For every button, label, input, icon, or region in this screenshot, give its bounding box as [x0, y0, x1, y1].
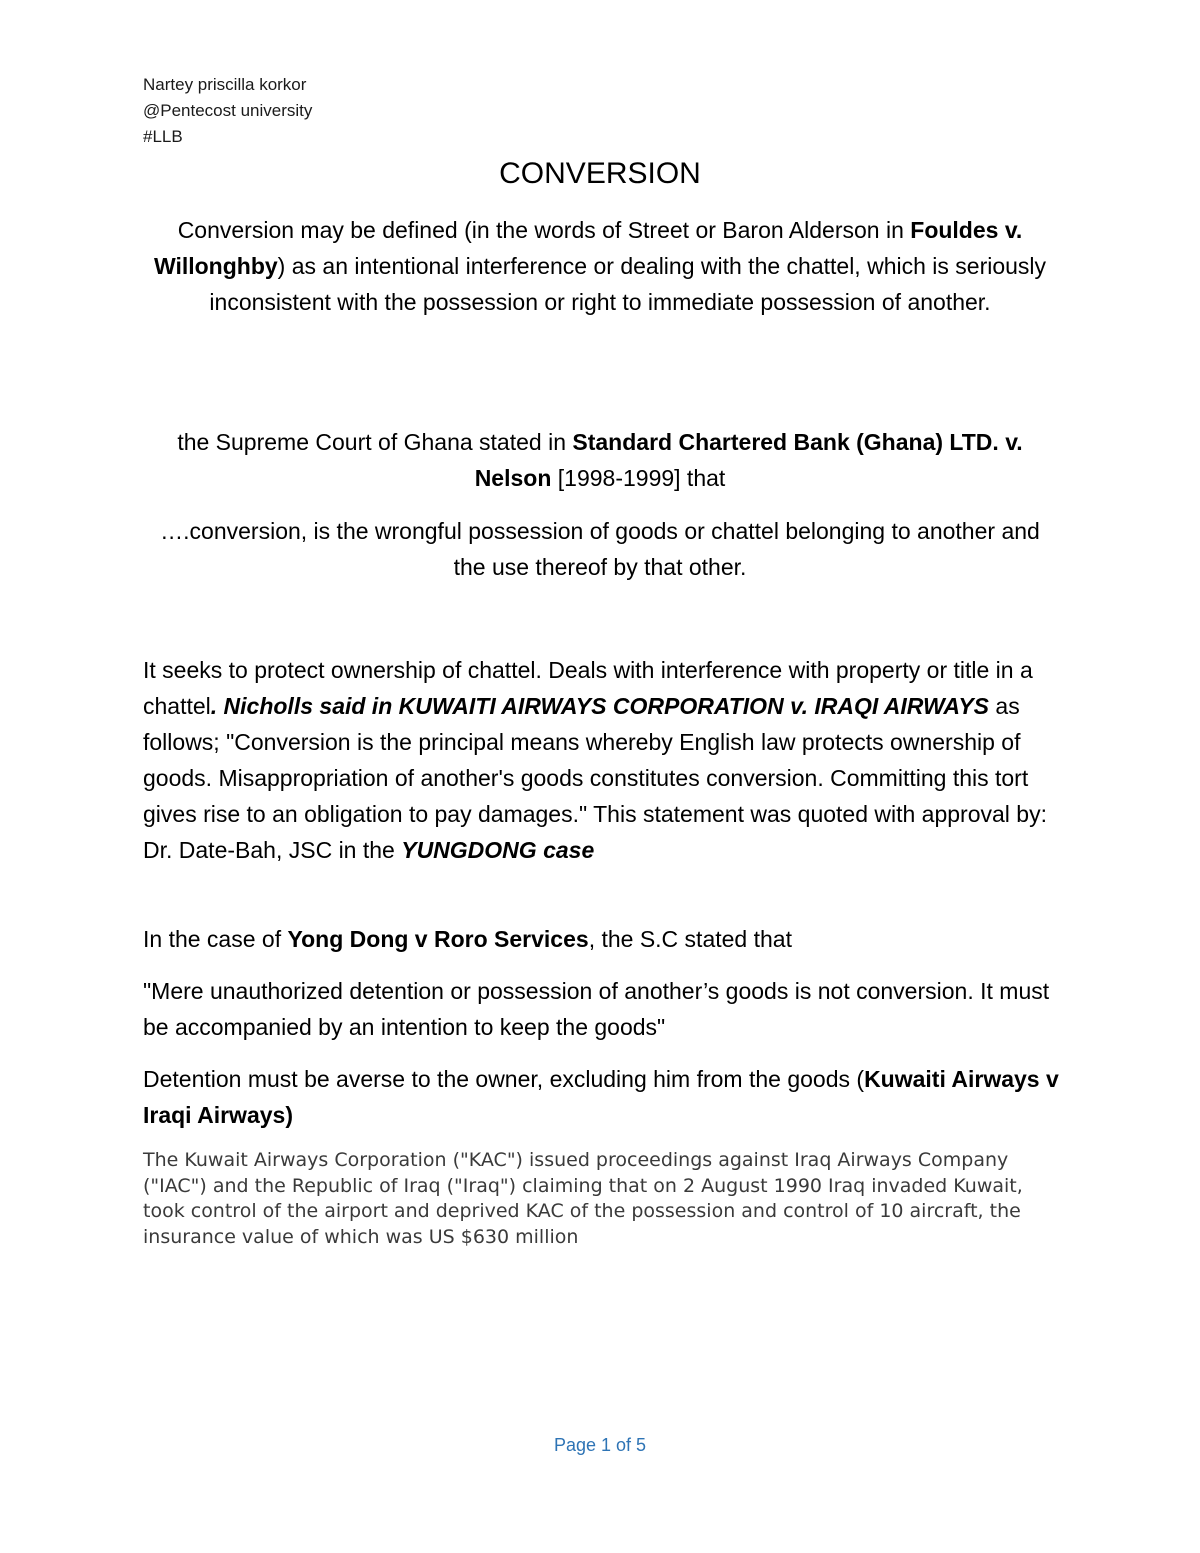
yong-dong-paragraph: [143, 921, 1063, 957]
definition-paragraph: [143, 212, 1057, 320]
university: @Pentecost university: [143, 101, 313, 120]
detention-quote-paragraph: "Mere unauthorized detention or possession of another’s goods is not conversion. It must be accompanied by an intention to keep the goods": [143, 978, 1050, 1040]
author-header: [143, 72, 312, 150]
quote-paragraph: ….conversion, is the wrongful possession of goods or chattel belonging to another and the use thereof by that other.: [160, 518, 1040, 580]
page-number: Page 1 of 5: [553, 1435, 647, 1455]
case-name-kuwaiti-airways: Kuwaiti Airways v Iraqi Airways): [143, 1066, 1059, 1128]
ownership-text-start: It seeks to protect ownership of chattel. Deals with interference with property or title in a chattel: [143, 657, 1033, 719]
definition-text-end: ) as an intentional interference or dealing with the chattel, which is seriously inconsistent with the possession or right to immediate possession of another.: [209, 253, 1047, 315]
case-name-yong-dong: Yong Dong v Roro Services: [287, 926, 589, 952]
author-name: Nartey priscilla korkor: [143, 75, 307, 94]
supreme-court-citation: [1998-1999] that: [551, 465, 726, 491]
case-name-standard-chartered: Standard Chartered Bank (Ghana) LTD. v. Nelson: [474, 429, 1023, 491]
case-name-yungdong: YUNGDONG case: [401, 837, 595, 863]
definition-text-start: Conversion may be defined (in the words of Street or Baron Alderson in: [177, 217, 911, 243]
case-name-fouldes: Fouldes v. Willonghby: [153, 217, 1023, 279]
detention-averse-text: Detention must be averse to the owner, excluding him from the goods (: [143, 1066, 865, 1092]
case-name-kuwaiti: . Nicholls said in KUWAITI AIRWAYS CORPORATION v. IRAQI AIRWAYS: [210, 693, 990, 719]
yong-dong-text-end: , the S.C stated that: [588, 926, 792, 952]
detention-averse-paragraph: [143, 1061, 1063, 1133]
supreme-court-text: the Supreme Court of Ghana stated in: [177, 429, 573, 455]
ownership-text-mid: as follows; "Conversion is the principal means whereby English law protects ownership of goods. Misappropriation of another's goods constitutes conversion. Committing this tort gives rise to an obligation to pay damages." This statement was quoted with approval by: Dr. Date-Bah, JSC in the: [143, 693, 1047, 863]
yong-dong-text-start: In the case of: [143, 926, 288, 952]
course-tag: #LLB: [143, 127, 183, 146]
ownership-paragraph: [143, 652, 1063, 868]
supreme-court-paragraph: [143, 424, 1057, 496]
kac-facts-paragraph: The Kuwait Airways Corporation ("KAC") issued proceedings against Iraq Airways Company ("IAC") and the Republic of Iraq ("Iraq") claiming that on 2 August 1990 Iraq invaded Kuwait, took control of the airport and deprived KAC of the possession and control of 10 aircraft, the insurance value of which was US $630 million: [143, 1149, 1023, 1248]
page-title: CONVERSION: [499, 157, 701, 190]
